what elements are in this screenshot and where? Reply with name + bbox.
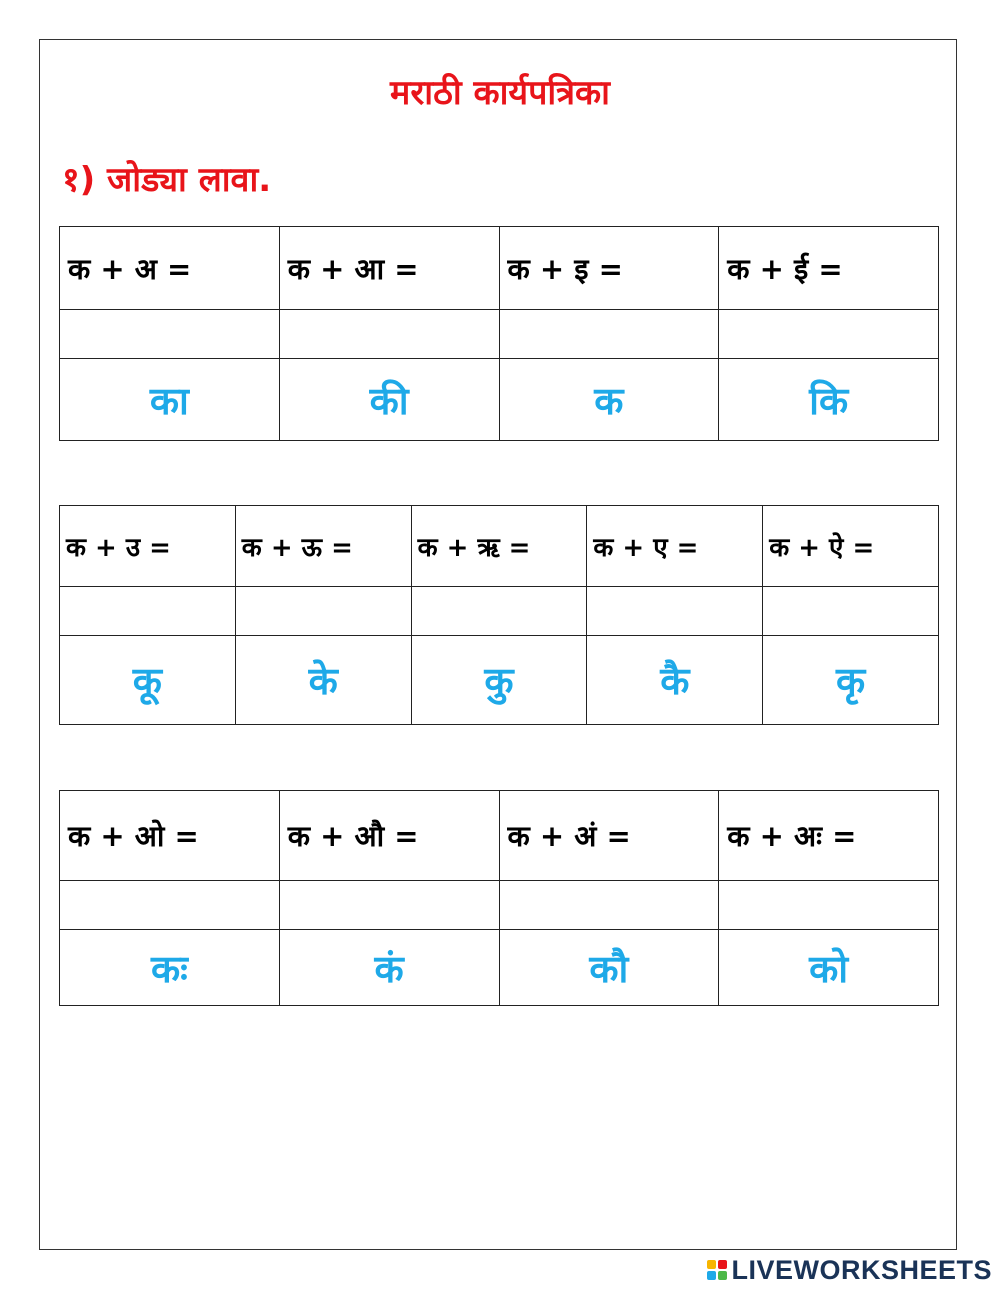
- answer-option[interactable]: कं: [279, 930, 499, 1006]
- answer-option[interactable]: को: [719, 930, 939, 1006]
- answer-option[interactable]: कृ: [763, 636, 939, 725]
- match-table-1: [59, 226, 939, 441]
- answer-drop-zone[interactable]: [499, 881, 719, 930]
- prompt-cell: क + ऋ =: [411, 506, 587, 587]
- prompt-cell: क + अः =: [719, 791, 939, 881]
- match-table-2: [59, 505, 939, 725]
- liveworksheets-logo: [707, 1252, 992, 1288]
- answer-drop-zone[interactable]: [279, 881, 499, 930]
- prompt-cell: क + औ =: [279, 791, 499, 881]
- answer-option[interactable]: क: [499, 359, 719, 441]
- answer-drop-zone[interactable]: [60, 881, 280, 930]
- answer-option[interactable]: का: [60, 359, 280, 441]
- prompt-cell: क + ओ =: [60, 791, 280, 881]
- prompt-cell: क + आ =: [279, 227, 499, 310]
- answer-option[interactable]: कू: [60, 636, 236, 725]
- answer-drop-zone[interactable]: [719, 310, 939, 359]
- answer-option[interactable]: कौ: [499, 930, 719, 1006]
- prompt-cell: क + अं =: [499, 791, 719, 881]
- answer-drop-zone[interactable]: [60, 587, 236, 636]
- answer-option[interactable]: की: [279, 359, 499, 441]
- match-table-3: [59, 790, 939, 1006]
- logo-squares-icon: [707, 1260, 727, 1280]
- prompt-cell: क + ऐ =: [763, 506, 939, 587]
- answer-drop-zone[interactable]: [587, 587, 763, 636]
- answer-option[interactable]: कु: [411, 636, 587, 725]
- answer-option[interactable]: कि: [719, 359, 939, 441]
- answer-option[interactable]: कः: [60, 930, 280, 1006]
- answer-drop-zone[interactable]: [499, 310, 719, 359]
- answer-drop-zone[interactable]: [763, 587, 939, 636]
- answer-option[interactable]: कै: [587, 636, 763, 725]
- question-heading: १) जोड्या लावा.: [62, 160, 272, 200]
- answer-option[interactable]: के: [235, 636, 411, 725]
- logo-text: LIVEWORKSHEETS: [731, 1254, 992, 1285]
- prompt-cell: क + इ =: [499, 227, 719, 310]
- answer-drop-zone[interactable]: [235, 587, 411, 636]
- prompt-cell: क + ई =: [719, 227, 939, 310]
- prompt-cell: क + उ =: [60, 506, 236, 587]
- prompt-cell: क + ए =: [587, 506, 763, 587]
- worksheet-title: मराठी कार्यपत्रिका: [390, 73, 610, 113]
- answer-drop-zone[interactable]: [60, 310, 280, 359]
- prompt-cell: क + ऊ =: [235, 506, 411, 587]
- answer-drop-zone[interactable]: [411, 587, 587, 636]
- answer-drop-zone[interactable]: [279, 310, 499, 359]
- answer-drop-zone[interactable]: [719, 881, 939, 930]
- prompt-cell: क + अ =: [60, 227, 280, 310]
